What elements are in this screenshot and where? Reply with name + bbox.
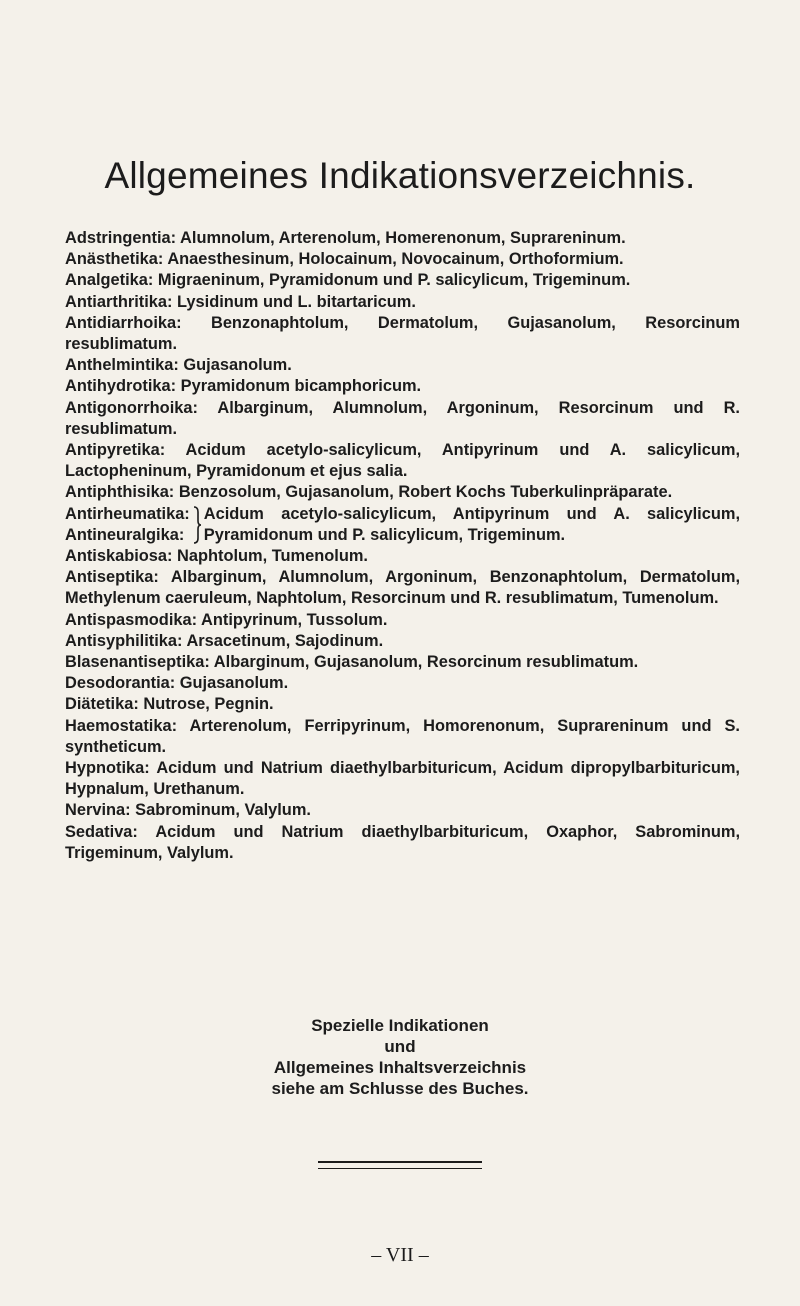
entry-term: Diätetika: bbox=[65, 695, 139, 714]
entry-text: Acidum und Natrium diaethylbarbituricum, Oxaphor, Sabrominum, Trigeminum, Valylum. bbox=[65, 822, 741, 862]
entry-text: Acidum acetylo-salicylicum, Antipyrinum und A. salicylicum, Lactopheninum, Pyramidonum et ejus salia. bbox=[65, 441, 740, 481]
list-item bbox=[65, 800, 740, 821]
reference-note bbox=[0, 1015, 800, 1099]
bracket-terms bbox=[65, 504, 190, 546]
note-line: siehe am Schlusse des Buches. bbox=[271, 1079, 529, 1098]
entry-text: Anaesthesinum, Holocainum, Novocainum, Orthoformium. bbox=[167, 250, 624, 269]
entry-text: Acidum und Natrium diaethylbarbituricum, Acidum dipropylbarbituricum, Hypnalum, Urethanum. bbox=[65, 759, 740, 799]
list-item bbox=[65, 482, 740, 503]
list-item bbox=[65, 546, 740, 567]
entry-term: Blasenantiseptika: bbox=[65, 653, 210, 672]
entry-term: Antispasmodika: bbox=[65, 610, 198, 629]
page-number: – VII – bbox=[371, 1244, 429, 1266]
entry-text: Arsacetinum, Sajodinum. bbox=[186, 631, 384, 650]
entry-text: Migraeninum, Pyramidonum und P. salicylicum, Trigeminum. bbox=[157, 271, 631, 290]
entry-term: Anästhetika: bbox=[65, 250, 164, 269]
entry-term: Antihydrotika: bbox=[65, 377, 177, 396]
list-item bbox=[65, 249, 740, 270]
list-item bbox=[65, 716, 740, 758]
list-item bbox=[65, 270, 740, 291]
list-item bbox=[65, 652, 740, 673]
list-item bbox=[65, 313, 740, 355]
entry-text: Nutrose, Pegnin. bbox=[143, 695, 274, 714]
entry-text: Alumnolum, Arterenolum, Homerenonum, Suprareninum. bbox=[180, 229, 626, 247]
list-item bbox=[65, 567, 740, 609]
list-item bbox=[65, 694, 740, 715]
note-line: Allgemeines Inhaltsverzeichnis bbox=[273, 1058, 527, 1077]
entry-text: Albarginum, Alumnolum, Argoninum, Resorcinum und R. resublimatum. bbox=[65, 398, 740, 438]
list-item bbox=[65, 228, 740, 249]
entry-term: Antisyphilitika: bbox=[65, 631, 183, 650]
page-title: Allgemeines Indikationsverzeichnis. bbox=[104, 154, 696, 196]
brace-icon-svg bbox=[192, 506, 202, 544]
entry-term: Desodorantia: bbox=[65, 674, 176, 693]
entry-term: Antirheumatika: bbox=[65, 504, 190, 523]
entry-term: Antipyretika: bbox=[65, 441, 166, 460]
brace-icon bbox=[190, 504, 204, 546]
entry-term: Sedativa: bbox=[65, 822, 138, 841]
bracketed-entry bbox=[65, 504, 740, 546]
entry-text: Pyramidonum bicamphoricum. bbox=[180, 377, 422, 396]
list-item bbox=[65, 673, 740, 694]
entry-term: Haemostatika: bbox=[65, 716, 178, 735]
divider bbox=[318, 1161, 482, 1163]
entry-text: Gujasanolum. bbox=[183, 356, 292, 375]
entry-term: Antigonorrhoika: bbox=[65, 398, 198, 417]
list-item bbox=[65, 398, 740, 440]
entry-term: Antiskabiosa: bbox=[65, 547, 173, 566]
entry-term: Anthelmintika: bbox=[65, 356, 179, 375]
note-line: Spezielle Indikationen bbox=[311, 1016, 489, 1035]
list-item bbox=[65, 758, 740, 800]
list-item bbox=[65, 440, 740, 482]
entry-term: Adstringentia: bbox=[65, 229, 177, 247]
entry-term: Antidiarrhoika: bbox=[65, 313, 182, 332]
entry-term: Hypnotika: bbox=[65, 759, 150, 778]
entry-text: Arterenolum, Ferripyrinum, Homorenonum, Suprareninum und S. syntheticum. bbox=[65, 716, 740, 756]
list-item bbox=[65, 292, 740, 313]
entry-text: Gujasanolum. bbox=[179, 674, 289, 693]
note-line: und bbox=[384, 1037, 416, 1056]
entry-text: Albarginum, Alumnolum, Argoninum, Benzonaphtolum, Dermatolum, Methylenum caeruleum, Naphtolum, Resorcinum und R. resublimatum, Tumenolum. bbox=[65, 568, 741, 608]
list-item bbox=[65, 610, 740, 631]
indication-list bbox=[65, 228, 740, 864]
list-item bbox=[65, 355, 740, 376]
entry-term: Antineuralgika: bbox=[65, 525, 185, 544]
entry-text: Benzonaphtolum, Dermatolum, Gujasanolum, Resorcinum resublimatum. bbox=[65, 313, 740, 354]
entry-text: Albarginum, Gujasanolum, Resorcinum resublimatum. bbox=[213, 653, 639, 672]
entry-term: Nervina: bbox=[65, 801, 131, 820]
entry-text: Sabrominum, Valylum. bbox=[135, 801, 311, 820]
list-item bbox=[65, 376, 740, 397]
entry-term: Antiphthisika: bbox=[65, 483, 175, 502]
entry-term: Antiarthritika: bbox=[65, 292, 173, 311]
entry-text: Acidum acetylo-salicylicum, Antipyrinum und A. salicylicum, Pyramidonum und P. salicylicum, Trigeminum. bbox=[203, 504, 740, 544]
divider bbox=[318, 1168, 482, 1169]
entry-text: Benzosolum, Gujasanolum, Robert Kochs Tuberkulinpräparate. bbox=[178, 483, 673, 502]
entry-text: Antipyrinum, Tussolum. bbox=[201, 610, 388, 629]
entry-term: Analgetika: bbox=[65, 271, 154, 290]
list-item bbox=[65, 631, 740, 652]
entry-text: Naphtolum, Tumenolum. bbox=[177, 547, 368, 566]
list-item bbox=[65, 822, 740, 864]
entry-term: Antiseptika: bbox=[65, 568, 159, 587]
entry-text: Lysidinum und L. bitartaricum. bbox=[177, 292, 416, 311]
